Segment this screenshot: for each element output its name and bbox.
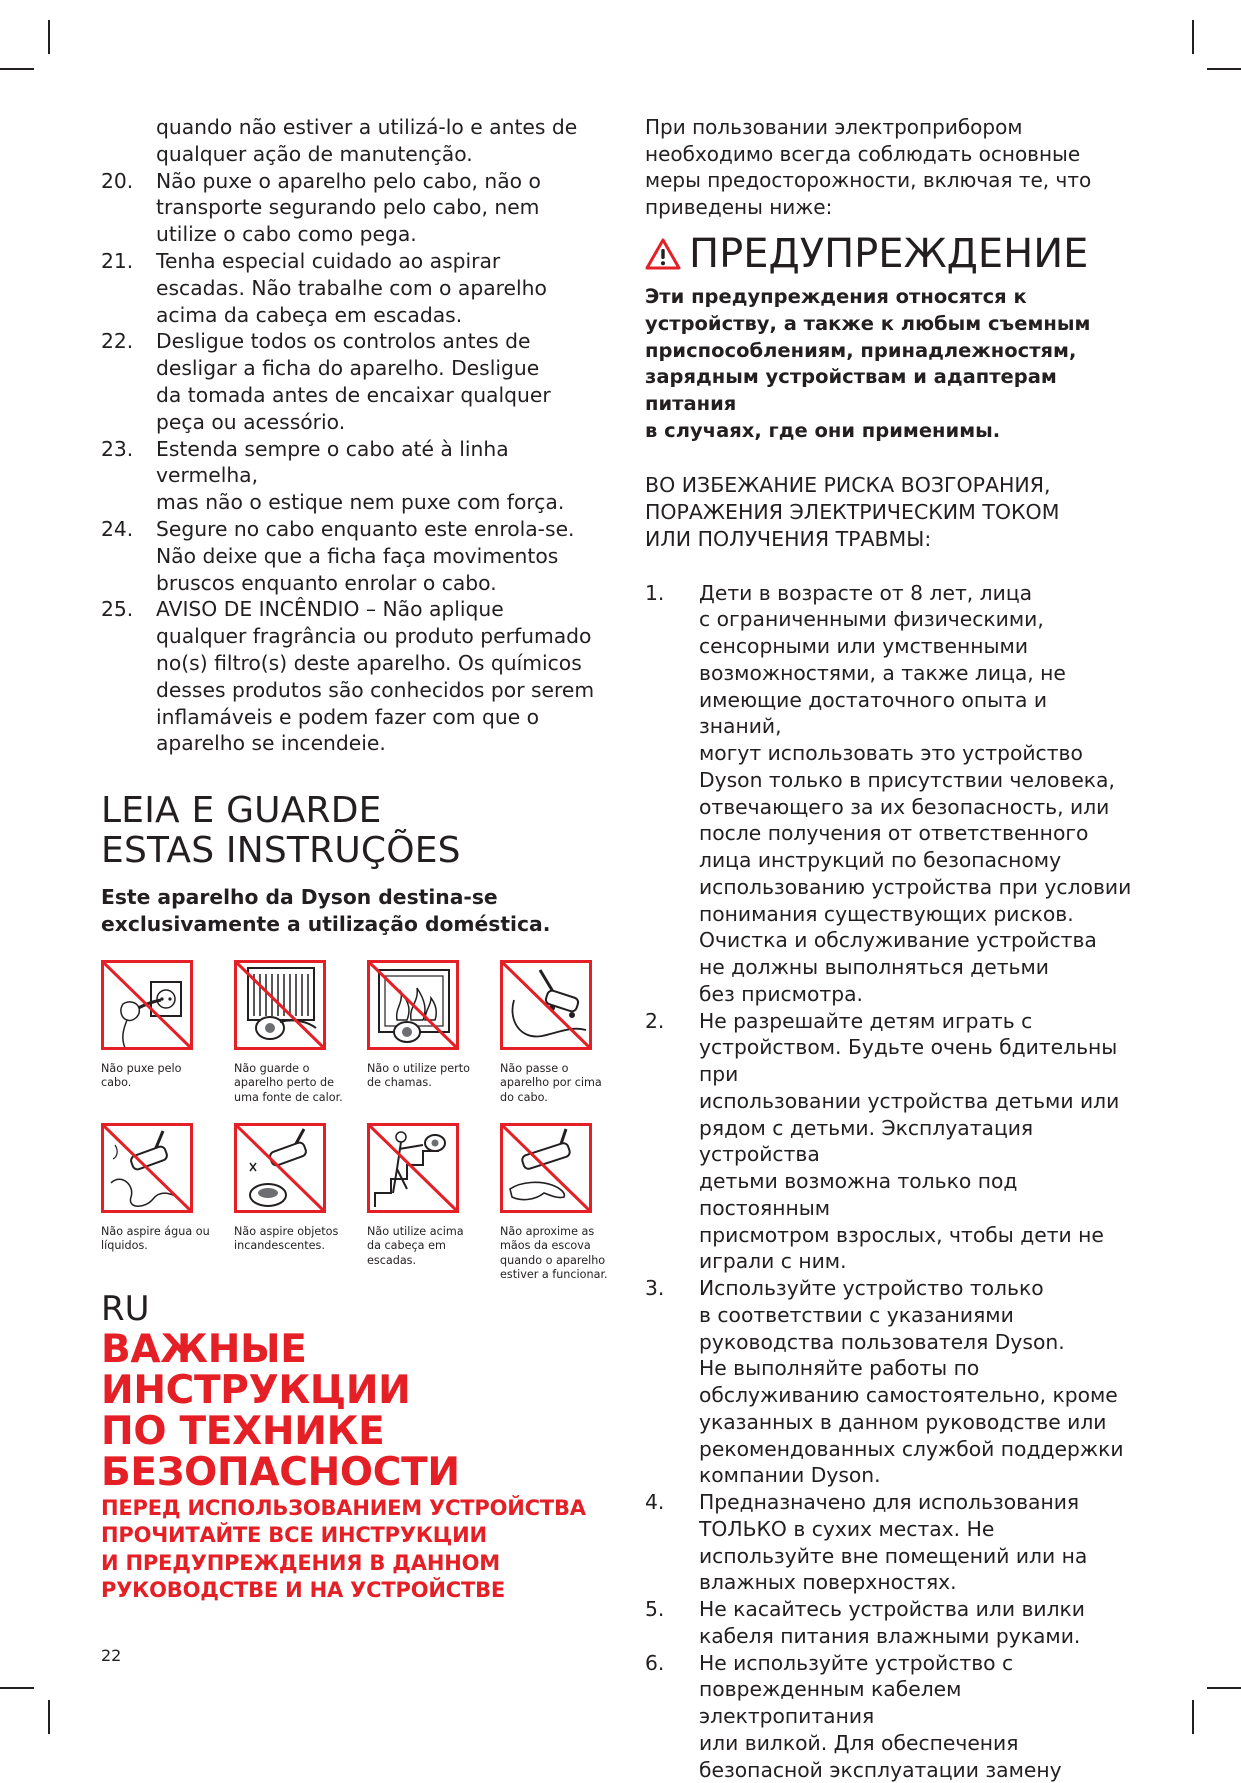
list-item-line: acima da cabeça em escadas. <box>156 302 463 327</box>
list-item-line: Не используйте устройство с <box>699 1650 1014 1675</box>
no-flames-icon <box>367 960 459 1050</box>
list-item-line: указанных в данном руководстве или <box>699 1409 1107 1434</box>
list-item <box>645 580 1135 1008</box>
list-item <box>645 1008 1135 1276</box>
crop-mark <box>1192 20 1194 54</box>
no-water-icon <box>101 1123 193 1213</box>
list-item-number: 22. <box>101 329 134 354</box>
pictogram-caption: Não puxe pelo cabo. <box>101 1061 182 1090</box>
list-item <box>101 248 601 328</box>
list-item-line: Не выполняйте работы по <box>699 1356 980 1381</box>
list-item-line: aparelho se incendeie. <box>156 731 386 756</box>
pictogram-cell <box>101 960 234 1105</box>
no-heat-source-icon <box>234 960 326 1050</box>
read-and-keep-heading: LEIA E GUARDE ESTAS INSTRUÇÕES <box>101 790 461 872</box>
pictogram-caption: Não o utilize perto de chamas. <box>367 1061 470 1090</box>
list-item-line: Desligue todos os controlos antes de <box>156 329 531 354</box>
warning-text: Эти предупреждения относятся к устройству, а также к любым съемным приспособлениям, принадлежностям, зарядным устройствам и адаптерам питания в случаях, где они применимы. <box>645 285 1091 442</box>
list-item-line: desligar a ficha do aparelho. Desligue <box>156 356 540 381</box>
list-item-number: 2. <box>645 1008 665 1033</box>
no-stairs-above-head-icon <box>367 1123 459 1213</box>
list-item-number: 23. <box>101 436 134 461</box>
risk-heading: ВО ИЗБЕЖАНИЕ РИСКА ВОЗГОРАНИЯ, ПОРАЖЕНИЯ ЭЛЕКТРИЧЕСКИМ ТОКОМ ИЛИ ПОЛУЧЕНИЯ ТРАВМЫ: <box>645 472 1060 551</box>
list-item-line: ТОЛЬКО в сухих местах. Не <box>699 1516 995 1541</box>
warning-heading: ПРЕДУПРЕЖДЕНИЕ <box>645 230 1135 278</box>
pictogram-caption: Não aspire objetos incandescentes. <box>234 1224 339 1253</box>
list-item-number: 20. <box>101 168 134 193</box>
list-item <box>101 596 601 757</box>
pictogram-caption: Não aproxime as mãos da escova quando o aparelho estiver a funcionar. <box>500 1224 608 1282</box>
language-code: RU <box>101 1288 150 1329</box>
list-item-line: Estenda sempre o cabo até à linha vermelha, <box>156 436 509 488</box>
pictogram-cell <box>234 1119 367 1283</box>
list-item-line: руководства пользователя Dyson. <box>699 1329 1065 1354</box>
list-item-line: безопасной эксплуатации замену <box>699 1757 1062 1782</box>
list-item <box>101 436 601 516</box>
list-item-line: no(s) filtro(s) deste aparelho. Os químicos <box>156 650 582 675</box>
pictogram-cell <box>234 960 367 1105</box>
right-column <box>645 114 1135 1783</box>
list-item-line: escadas. Não trabalhe com o aparelho <box>156 275 547 300</box>
list-item-line: Используйте устройство только <box>699 1276 1044 1301</box>
list-item-number: 6. <box>645 1650 665 1675</box>
list-item-line: bruscos enquanto enrolar o cabo. <box>156 570 497 595</box>
list-item-number: 1. <box>645 580 665 605</box>
intro-paragraph: При пользовании электроприбором необходимо всегда соблюдать основные меры предосторожности, включая те, что приведены ниже: <box>645 115 1092 219</box>
list-item-line: или вилкой. Для обеспечения <box>699 1730 1019 1755</box>
list-item-line: Не разрешайте детям играть с <box>699 1008 1033 1033</box>
list-item-line: Дети в возрасте от 8 лет, лица <box>699 580 1033 605</box>
safety-list-ru <box>645 580 1135 1783</box>
list-item-line: Не касайтесь устройства или вилки <box>699 1597 1085 1622</box>
list-item-line: da tomada antes de encaixar qualquer <box>156 382 551 407</box>
list-item-line: Предназначено для использования <box>699 1490 1080 1515</box>
crop-mark <box>48 1700 50 1734</box>
no-hands-near-brush-icon <box>500 1123 592 1213</box>
list-item <box>645 1596 1135 1650</box>
pictogram-caption: Não utilize acima da cabeça em escadas. <box>367 1224 464 1267</box>
list-item-line: имеющие достаточного опыта и знаний, <box>699 687 1047 739</box>
list-item <box>101 328 601 435</box>
list-item-line: кабеля питания влажными руками. <box>699 1623 1081 1648</box>
list-item-line: Dyson только в присутствии человека, <box>699 767 1115 792</box>
list-item-line: transporte segurando pelo cabo, nem <box>156 195 540 220</box>
list-item-line: играли с ним. <box>699 1249 847 1274</box>
list-item-line: возможностями, а также лица, не <box>699 660 1066 685</box>
no-hot-objects-icon <box>234 1123 326 1213</box>
list-item <box>645 1489 1135 1596</box>
list-item-line: Não deixe que a ficha faça movimentos <box>156 543 559 568</box>
pictogram-cell <box>101 1119 234 1283</box>
safety-list-pt <box>101 168 601 758</box>
list-item-line: с ограниченными физическими, <box>699 607 1044 632</box>
list-item-line: лица инструкций по безопасному <box>699 848 1062 873</box>
list-item-line: могут использовать это устройство <box>699 741 1083 766</box>
list-item-number: 4. <box>645 1490 665 1515</box>
ru-safety-subtitle: ПЕРЕД ИСПОЛЬЗОВАНИЕМ УСТРОЙСТВА ПРОЧИТАЙТЕ ВСЕ ИНСТРУКЦИИ И ПРЕДУПРЕЖДЕНИЯ В ДАННОМ РУКОВОДСТВЕ И НА УСТРОЙСТВЕ <box>101 1495 586 1603</box>
list-item <box>101 168 601 248</box>
list-item-line: Tenha especial cuidado ao aspirar <box>156 248 501 273</box>
list-item-line: обслуживанию самостоятельно, кроме <box>699 1383 1118 1408</box>
list-item-number: 5. <box>645 1597 665 1622</box>
pictogram-caption: Não guarde o aparelho perto de uma fonte de calor. <box>234 1061 343 1104</box>
list-item-line: peça ou acessório. <box>156 409 346 434</box>
ru-safety-title: ВАЖНЫЕ ИНСТРУКЦИИ ПО ТЕХНИКЕ БЕЗОПАСНОСТИ <box>101 1326 460 1495</box>
list-item-number: 25. <box>101 597 134 622</box>
list-item-line: qualquer fragrância ou produto perfumado <box>156 624 592 649</box>
list-item-line: устройством. Будьте очень бдительны при <box>699 1035 1118 1087</box>
list-item-line: Очистка и обслуживание устройства <box>699 928 1097 953</box>
pictogram-caption: Não aspire água ou líquidos. <box>101 1224 210 1253</box>
continuation-text: quando não estiver a utilizá-lo e antes de qualquer ação de manutenção. <box>156 115 578 166</box>
no-pull-plug-icon <box>101 960 193 1050</box>
list-item <box>101 516 601 596</box>
no-run-over-cable-icon <box>500 960 592 1050</box>
list-item <box>645 1275 1135 1489</box>
crop-mark <box>48 20 50 54</box>
list-item-line: используйте вне помещений или на <box>699 1543 1088 1568</box>
list-item-line: desses produtos são conhecidos por serem <box>156 677 595 702</box>
list-item-line: сенсорными или умственными <box>699 634 1029 659</box>
crop-mark <box>0 68 34 70</box>
list-item-line: utilize o cabo como pega. <box>156 222 417 247</box>
list-item-number: 21. <box>101 248 134 273</box>
list-item-number: 3. <box>645 1276 665 1301</box>
crop-mark <box>1207 68 1241 70</box>
list-item-line: не должны выполняться детьми <box>699 955 1049 980</box>
pictogram-cell <box>500 960 633 1105</box>
list-item-line: понимания существующих рисков. <box>699 901 1074 926</box>
crop-mark <box>1207 1687 1241 1689</box>
domestic-use-notice: Este aparelho da Dyson destina-se exclusivamente a utilização doméstica. <box>101 885 551 936</box>
list-item-line: AVISO DE INCÊNDIO – Não aplique <box>156 597 504 622</box>
list-item-line: рядом с детьми. Эксплуатация устройства <box>699 1115 1034 1167</box>
warning-triangle-icon <box>645 238 681 270</box>
list-item-line: поврежденным кабелем электропитания <box>699 1677 962 1729</box>
list-item-line: в соответствии с указаниями <box>699 1302 1014 1327</box>
crop-mark <box>0 1687 34 1689</box>
list-item-number: 24. <box>101 516 134 541</box>
list-item-line: использовании устройства детьми или <box>699 1088 1120 1113</box>
list-item-line: присмотром взрослых, чтобы дети не <box>699 1222 1104 1247</box>
list-item-line: использованию устройства при условии <box>699 874 1132 899</box>
list-item-line: рекомендованных службой поддержки <box>699 1436 1124 1461</box>
list-item-line: Não puxe o aparelho pelo cabo, não o <box>156 168 541 193</box>
list-item-line: mas não o estique nem puxe com força. <box>156 490 565 515</box>
list-item-line: детьми возможна только под постоянным <box>699 1169 1018 1220</box>
pictogram-caption: Não passe o aparelho por cima do cabo. <box>500 1061 602 1104</box>
left-column <box>101 114 608 1605</box>
page-number: 22 <box>101 1646 122 1665</box>
list-item <box>645 1650 1135 1783</box>
pictogram-cell <box>367 1119 500 1283</box>
list-item-line: Segure no cabo enquanto este enrola-se. <box>156 516 575 541</box>
list-item-line: без присмотра. <box>699 981 863 1006</box>
list-item-line: отвечающего за их безопасность, или <box>699 794 1110 819</box>
list-item-line: inflamáveis e podem fazer com que o <box>156 704 540 729</box>
list-item-line: влажных поверхностях. <box>699 1570 957 1595</box>
list-item-line: компании Dyson. <box>699 1463 881 1488</box>
pictogram-cell <box>367 960 500 1105</box>
list-item-line: после получения от ответственного <box>699 821 1089 846</box>
pictogram-cell <box>500 1119 633 1283</box>
warning-pictograms <box>101 960 608 1283</box>
crop-mark <box>1192 1700 1194 1734</box>
